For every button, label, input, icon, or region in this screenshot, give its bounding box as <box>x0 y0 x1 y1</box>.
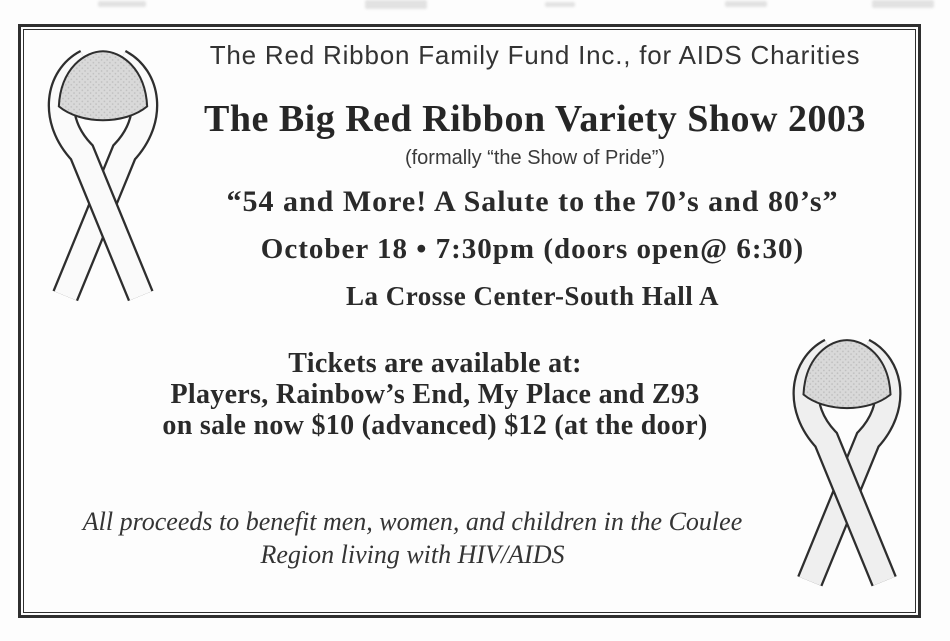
tickets-locations: Players, Rainbow’s End, My Place and Z93 <box>170 379 700 410</box>
scan-artifact <box>725 1 767 7</box>
charity-header: The Red Ribbon Family Fund Inc., for AIDS Charities <box>209 40 861 70</box>
scan-artifact <box>872 0 934 8</box>
event-venue: La Crosse Center-South Hall A <box>345 281 719 311</box>
show-tagline: “54 and More! A Salute to the 70’s and 80’s” <box>226 185 839 218</box>
tickets-block <box>30 348 840 441</box>
scan-artifact <box>98 1 146 7</box>
footer-line1: All proceeds to benefit men, women, and children in the Coulee <box>82 507 743 536</box>
show-title: The Big Red Ribbon Variety Show 2003 <box>203 98 866 140</box>
tickets-heading: Tickets are available at: <box>288 348 582 379</box>
scan-artifact <box>365 0 427 9</box>
footer-note <box>35 505 790 571</box>
event-datetime: October 18 • 7:30pm (doors open@ 6:30) <box>260 233 805 265</box>
show-subtitle: (formally “the Show of Pride”) <box>404 147 666 169</box>
footer-line2: Region living with HIV/AIDS <box>260 540 565 569</box>
scan-artifact <box>545 2 575 7</box>
tickets-pricing: on sale now $10 (advanced) $12 (at the door) <box>162 410 708 441</box>
